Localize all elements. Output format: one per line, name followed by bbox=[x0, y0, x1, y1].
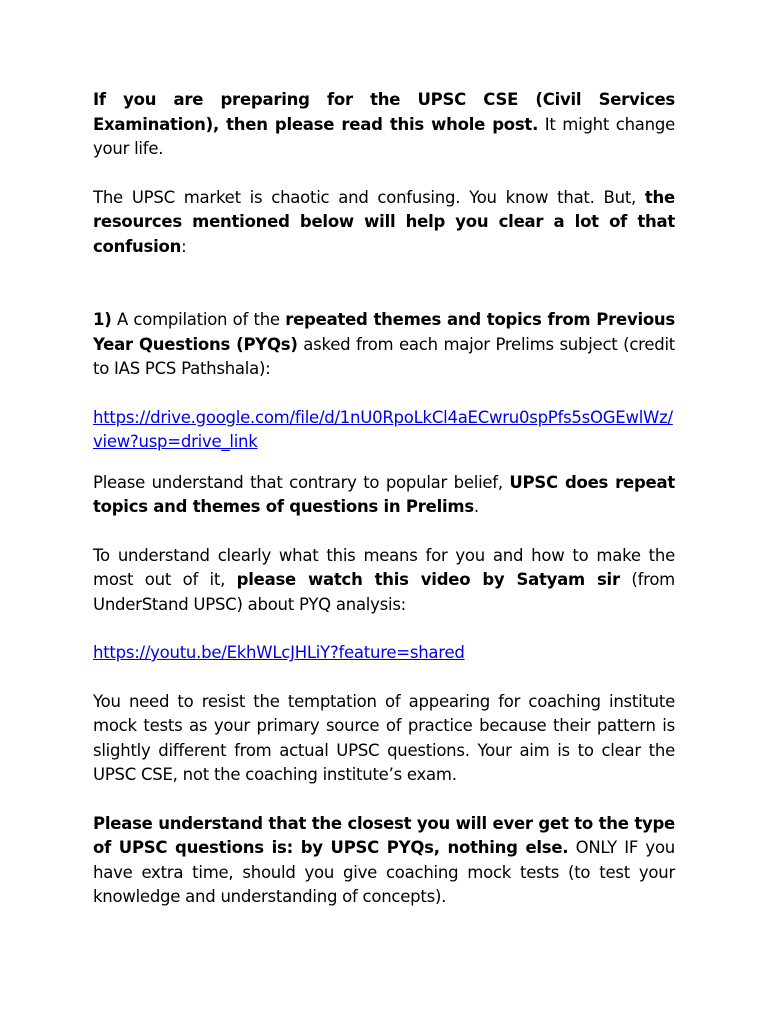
belief-text: Please understand that contrary to popular belief, bbox=[93, 472, 510, 492]
item1-bold-text: repeated themes and topics from Previous Year Questions (PYQs) bbox=[93, 310, 676, 354]
closest-bold-text: Please understand that the closest you will ever get to the type of UPSC questions is: by UPSC PYQs, nothing else. bbox=[93, 813, 675, 857]
belief-paragraph bbox=[93, 471, 675, 520]
belief-end: . bbox=[473, 497, 479, 516]
market-text: The UPSC market is chaotic and confusing. You know that. But, bbox=[93, 187, 645, 207]
resist-paragraph: You need to resist the temptation of appearing for coaching institute mock tests as your primary source of practice because their pattern is slightly different from actual UPSC questions. Your aim is to clear the UPSC CSE, not the coaching institute’s exam. bbox=[93, 691, 675, 784]
market-end: : bbox=[181, 236, 187, 256]
intro-paragraph bbox=[93, 88, 675, 162]
item1-text: A compilation of the bbox=[111, 310, 286, 329]
youtube-link-paragraph bbox=[93, 641, 675, 666]
item1-text-end: asked from each major Prelims subject (credit to IAS PCS Pathshala): bbox=[93, 334, 675, 378]
youtube-link[interactable]: https://youtu.be/EkhWLcJHLiY?feature=shared bbox=[93, 643, 465, 662]
closest-text: ONLY IF you have extra time, should you give coaching mock tests (to test your knowledge and understanding of concepts). bbox=[93, 838, 675, 906]
video-bold-text: please watch this video by Satyam sir bbox=[236, 570, 620, 589]
video-text-end: (from UnderStand UPSC) about PYQ analysis: bbox=[93, 570, 675, 614]
market-paragraph bbox=[93, 186, 675, 260]
drive-link-paragraph bbox=[93, 406, 675, 455]
belief-bold-text: UPSC does repeat topics and themes of questions in Prelims bbox=[93, 472, 675, 516]
video-paragraph bbox=[93, 544, 675, 618]
video-text: To understand clearly what this means for you and how to make the most out of it, bbox=[93, 545, 675, 589]
market-bold-text: the resources mentioned below will help you clear a lot of that confusion bbox=[93, 187, 675, 256]
drive-link[interactable]: https://drive.google.com/file/d/1nU0RpoLkCl4aECwru0spPfs5sOGEwlWz/view?usp=drive_link bbox=[93, 407, 673, 451]
closest-paragraph bbox=[93, 812, 675, 910]
document-page bbox=[93, 88, 675, 910]
item1-paragraph bbox=[93, 308, 675, 382]
item1-number: 1) bbox=[93, 310, 112, 329]
intro-text: It might change your life. bbox=[93, 114, 675, 158]
intro-bold-text: If you are preparing for the UPSC CSE (Civil Services Examination), then please read this whole post. bbox=[93, 90, 675, 134]
